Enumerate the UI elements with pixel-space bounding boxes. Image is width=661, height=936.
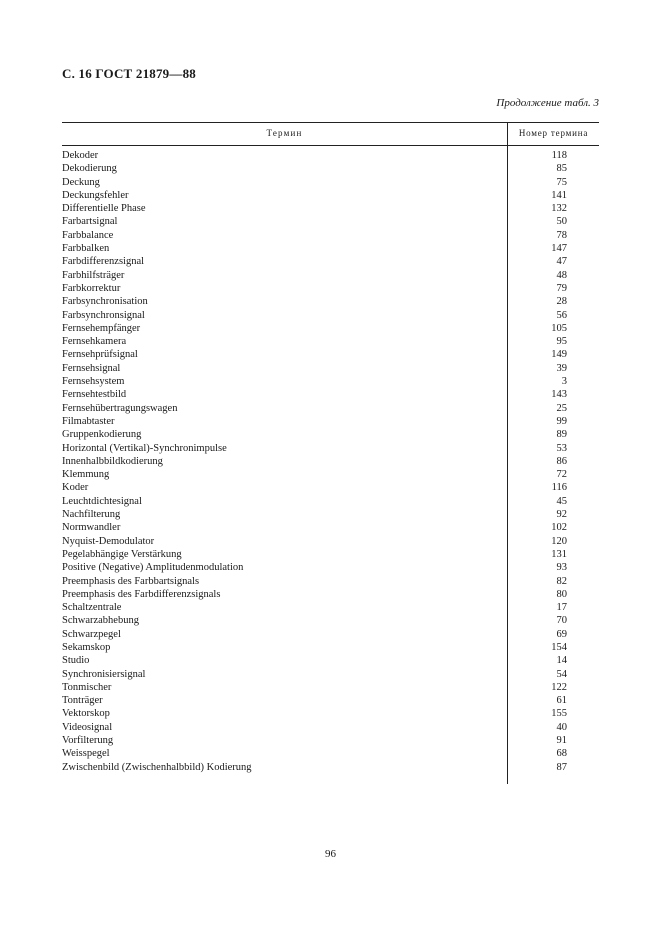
term-number-cell: 93 bbox=[556, 562, 567, 574]
table-row bbox=[62, 388, 599, 401]
table-row bbox=[62, 468, 599, 481]
term-number-cell: 3 bbox=[561, 376, 567, 388]
page-header: С. 16 ГОСТ 21879—88 bbox=[62, 66, 196, 81]
table-row bbox=[62, 189, 599, 202]
term-number-cell: 132 bbox=[551, 203, 567, 215]
term-cell: Dekoder bbox=[62, 150, 99, 161]
table-row bbox=[62, 202, 599, 215]
table-row bbox=[62, 481, 599, 494]
table-row bbox=[62, 575, 599, 588]
term-number-cell: 87 bbox=[556, 761, 567, 773]
term-cell: Fernsehsignal bbox=[62, 362, 121, 374]
table-row bbox=[62, 295, 599, 308]
term-number-cell: 56 bbox=[556, 309, 567, 321]
column-header-term: Термин bbox=[266, 128, 303, 138]
term-number-cell: 92 bbox=[556, 509, 567, 521]
term-number-cell: 39 bbox=[556, 362, 567, 374]
term-cell: Vorfilterung bbox=[62, 735, 114, 747]
table-row bbox=[62, 455, 599, 468]
term-number-cell: 69 bbox=[556, 628, 567, 640]
term-cell: Fernsehtestbild bbox=[62, 389, 127, 401]
table-row bbox=[62, 149, 599, 162]
term-number-cell: 79 bbox=[556, 282, 567, 294]
term-cell: Vektorskop bbox=[62, 708, 110, 720]
term-number-cell: 143 bbox=[551, 389, 567, 401]
term-number-cell: 149 bbox=[551, 349, 567, 361]
term-number-cell: 28 bbox=[556, 296, 567, 308]
term-number-cell: 131 bbox=[551, 548, 567, 560]
term-cell: Fernsehkamera bbox=[62, 336, 127, 348]
table-row bbox=[62, 229, 599, 242]
term-number-cell: 105 bbox=[551, 322, 567, 334]
table-row bbox=[62, 508, 599, 521]
table-row bbox=[62, 242, 599, 255]
term-number-cell: 50 bbox=[556, 216, 567, 228]
term-number-cell: 147 bbox=[551, 243, 567, 255]
table-row bbox=[62, 309, 599, 322]
table-row bbox=[62, 614, 599, 627]
term-cell: Farbhilfsträger bbox=[62, 269, 125, 281]
term-number-cell: 95 bbox=[556, 336, 567, 348]
term-number-cell: 70 bbox=[556, 615, 567, 627]
table-row bbox=[62, 761, 599, 774]
table-row bbox=[62, 495, 599, 508]
term-cell: Leuchtdichtesignal bbox=[62, 495, 142, 507]
term-cell: Fernsehprüfsignal bbox=[62, 349, 138, 361]
term-cell: Dekodierung bbox=[62, 163, 117, 175]
term-number-cell: 118 bbox=[551, 150, 567, 161]
term-cell: Differentielle Phase bbox=[62, 203, 146, 215]
table-row bbox=[62, 721, 599, 734]
term-number-cell: 86 bbox=[556, 455, 567, 467]
term-cell: Schaltzentrale bbox=[62, 602, 122, 614]
table-row bbox=[62, 402, 599, 415]
term-cell: Horizontal (Vertikal)-Synchronimpulse bbox=[62, 442, 227, 454]
term-cell: Schwarzpegel bbox=[62, 628, 121, 640]
term-cell: Positive (Negative) Amplitudenmodulation bbox=[62, 562, 244, 574]
table-row bbox=[62, 548, 599, 561]
table-row bbox=[62, 734, 599, 747]
table-row bbox=[62, 521, 599, 534]
page-number: 96 bbox=[325, 848, 336, 860]
term-number-cell: 141 bbox=[551, 189, 567, 201]
term-number-cell: 80 bbox=[556, 588, 567, 600]
term-cell: Videosignal bbox=[62, 721, 113, 733]
table-row bbox=[62, 654, 599, 667]
term-number-cell: 122 bbox=[551, 681, 567, 693]
term-number-cell: 48 bbox=[556, 269, 567, 281]
term-cell: Studio bbox=[62, 655, 90, 667]
table-row bbox=[62, 747, 599, 760]
term-cell: Nachfilterung bbox=[62, 509, 121, 521]
term-cell: Filmabtaster bbox=[62, 415, 115, 427]
table-body bbox=[62, 149, 599, 774]
table-row bbox=[62, 428, 599, 441]
term-cell: Preemphasis des Farbbartsignals bbox=[62, 575, 200, 587]
term-cell: Fernsehsystem bbox=[62, 376, 125, 388]
term-number-cell: 89 bbox=[556, 429, 567, 441]
term-number-cell: 91 bbox=[556, 735, 567, 747]
term-number-cell: 75 bbox=[556, 176, 567, 188]
term-cell: Tonmischer bbox=[62, 681, 112, 693]
term-cell: Farbbalance bbox=[62, 229, 114, 241]
term-cell: Weisspegel bbox=[62, 748, 110, 760]
term-number-cell: 14 bbox=[556, 655, 567, 667]
table-row bbox=[62, 282, 599, 295]
table-row bbox=[62, 375, 599, 388]
term-cell: Fernsehübertragungswagen bbox=[62, 402, 178, 414]
term-cell: Zwischenbild (Zwischenhalbbild) Kodierung bbox=[62, 761, 252, 773]
term-cell: Pegelabhängige Verstärkung bbox=[62, 548, 182, 560]
term-cell: Schwarzabhebung bbox=[62, 615, 139, 627]
term-number-cell: 85 bbox=[556, 163, 567, 175]
table-row bbox=[62, 335, 599, 348]
term-cell: Klemmung bbox=[62, 469, 110, 481]
table-continuation-label: Продолжение табл. 3 bbox=[496, 97, 599, 109]
term-number-cell: 116 bbox=[551, 482, 567, 494]
table-row bbox=[62, 362, 599, 375]
term-cell: Farbdifferenzsignal bbox=[62, 256, 145, 268]
term-cell: Tonträger bbox=[62, 695, 103, 707]
term-cell: Farbbalken bbox=[62, 243, 110, 255]
term-number-cell: 45 bbox=[556, 495, 567, 507]
term-number-cell: 82 bbox=[556, 575, 567, 587]
term-cell: Farbartsignal bbox=[62, 216, 118, 228]
table-row bbox=[62, 588, 599, 601]
table-row bbox=[62, 215, 599, 228]
table-row bbox=[62, 694, 599, 707]
term-cell: Deckung bbox=[62, 176, 100, 188]
term-cell: Fernsehempfänger bbox=[62, 322, 141, 334]
table-row bbox=[62, 322, 599, 335]
term-number-cell: 40 bbox=[556, 721, 567, 733]
table-row bbox=[62, 415, 599, 428]
term-cell: Normwandler bbox=[62, 522, 121, 534]
table-row bbox=[62, 561, 599, 574]
term-cell: Innenhalbbildkodierung bbox=[62, 455, 163, 467]
table-row bbox=[62, 707, 599, 720]
term-cell: Preemphasis des Farbdifferenzsignals bbox=[62, 588, 221, 600]
term-number-cell: 120 bbox=[551, 535, 567, 547]
table-row bbox=[62, 668, 599, 681]
term-cell: Gruppenkodierung bbox=[62, 429, 142, 441]
table-row bbox=[62, 269, 599, 282]
term-cell: Koder bbox=[62, 482, 89, 494]
term-number-cell: 54 bbox=[556, 668, 567, 680]
term-number-cell: 78 bbox=[556, 229, 567, 241]
table-top-rule bbox=[62, 122, 599, 123]
term-cell: Synchronisiersignal bbox=[62, 668, 146, 680]
column-header-number: Номер термина bbox=[518, 128, 589, 138]
term-number-cell: 17 bbox=[556, 602, 567, 614]
table-header-rule bbox=[62, 145, 599, 146]
term-cell: Sekamskop bbox=[62, 641, 111, 653]
table-row bbox=[62, 442, 599, 455]
table-row bbox=[62, 535, 599, 548]
term-number-cell: 102 bbox=[551, 522, 567, 534]
term-number-cell: 68 bbox=[556, 748, 567, 760]
term-number-cell: 25 bbox=[556, 402, 567, 414]
table-row bbox=[62, 348, 599, 361]
table-row bbox=[62, 641, 599, 654]
term-number-cell: 61 bbox=[556, 695, 567, 707]
term-number-cell: 154 bbox=[551, 641, 567, 653]
table-row bbox=[62, 176, 599, 189]
table-row bbox=[62, 601, 599, 614]
term-cell: Deckungsfehler bbox=[62, 189, 129, 201]
term-number-cell: 53 bbox=[556, 442, 567, 454]
term-number-cell: 99 bbox=[556, 415, 567, 427]
table-row bbox=[62, 255, 599, 268]
table-row bbox=[62, 681, 599, 694]
term-number-cell: 47 bbox=[556, 256, 567, 268]
term-cell: Farbsynchronisation bbox=[62, 296, 148, 308]
term-number-cell: 72 bbox=[556, 469, 567, 481]
term-cell: Nyquist-Demodulator bbox=[62, 535, 155, 547]
term-cell: Farbsynchronsignal bbox=[62, 309, 145, 321]
table-row bbox=[62, 628, 599, 641]
table-row bbox=[62, 162, 599, 175]
term-cell: Farbkorrektur bbox=[62, 282, 121, 294]
term-number-cell: 155 bbox=[551, 708, 567, 720]
